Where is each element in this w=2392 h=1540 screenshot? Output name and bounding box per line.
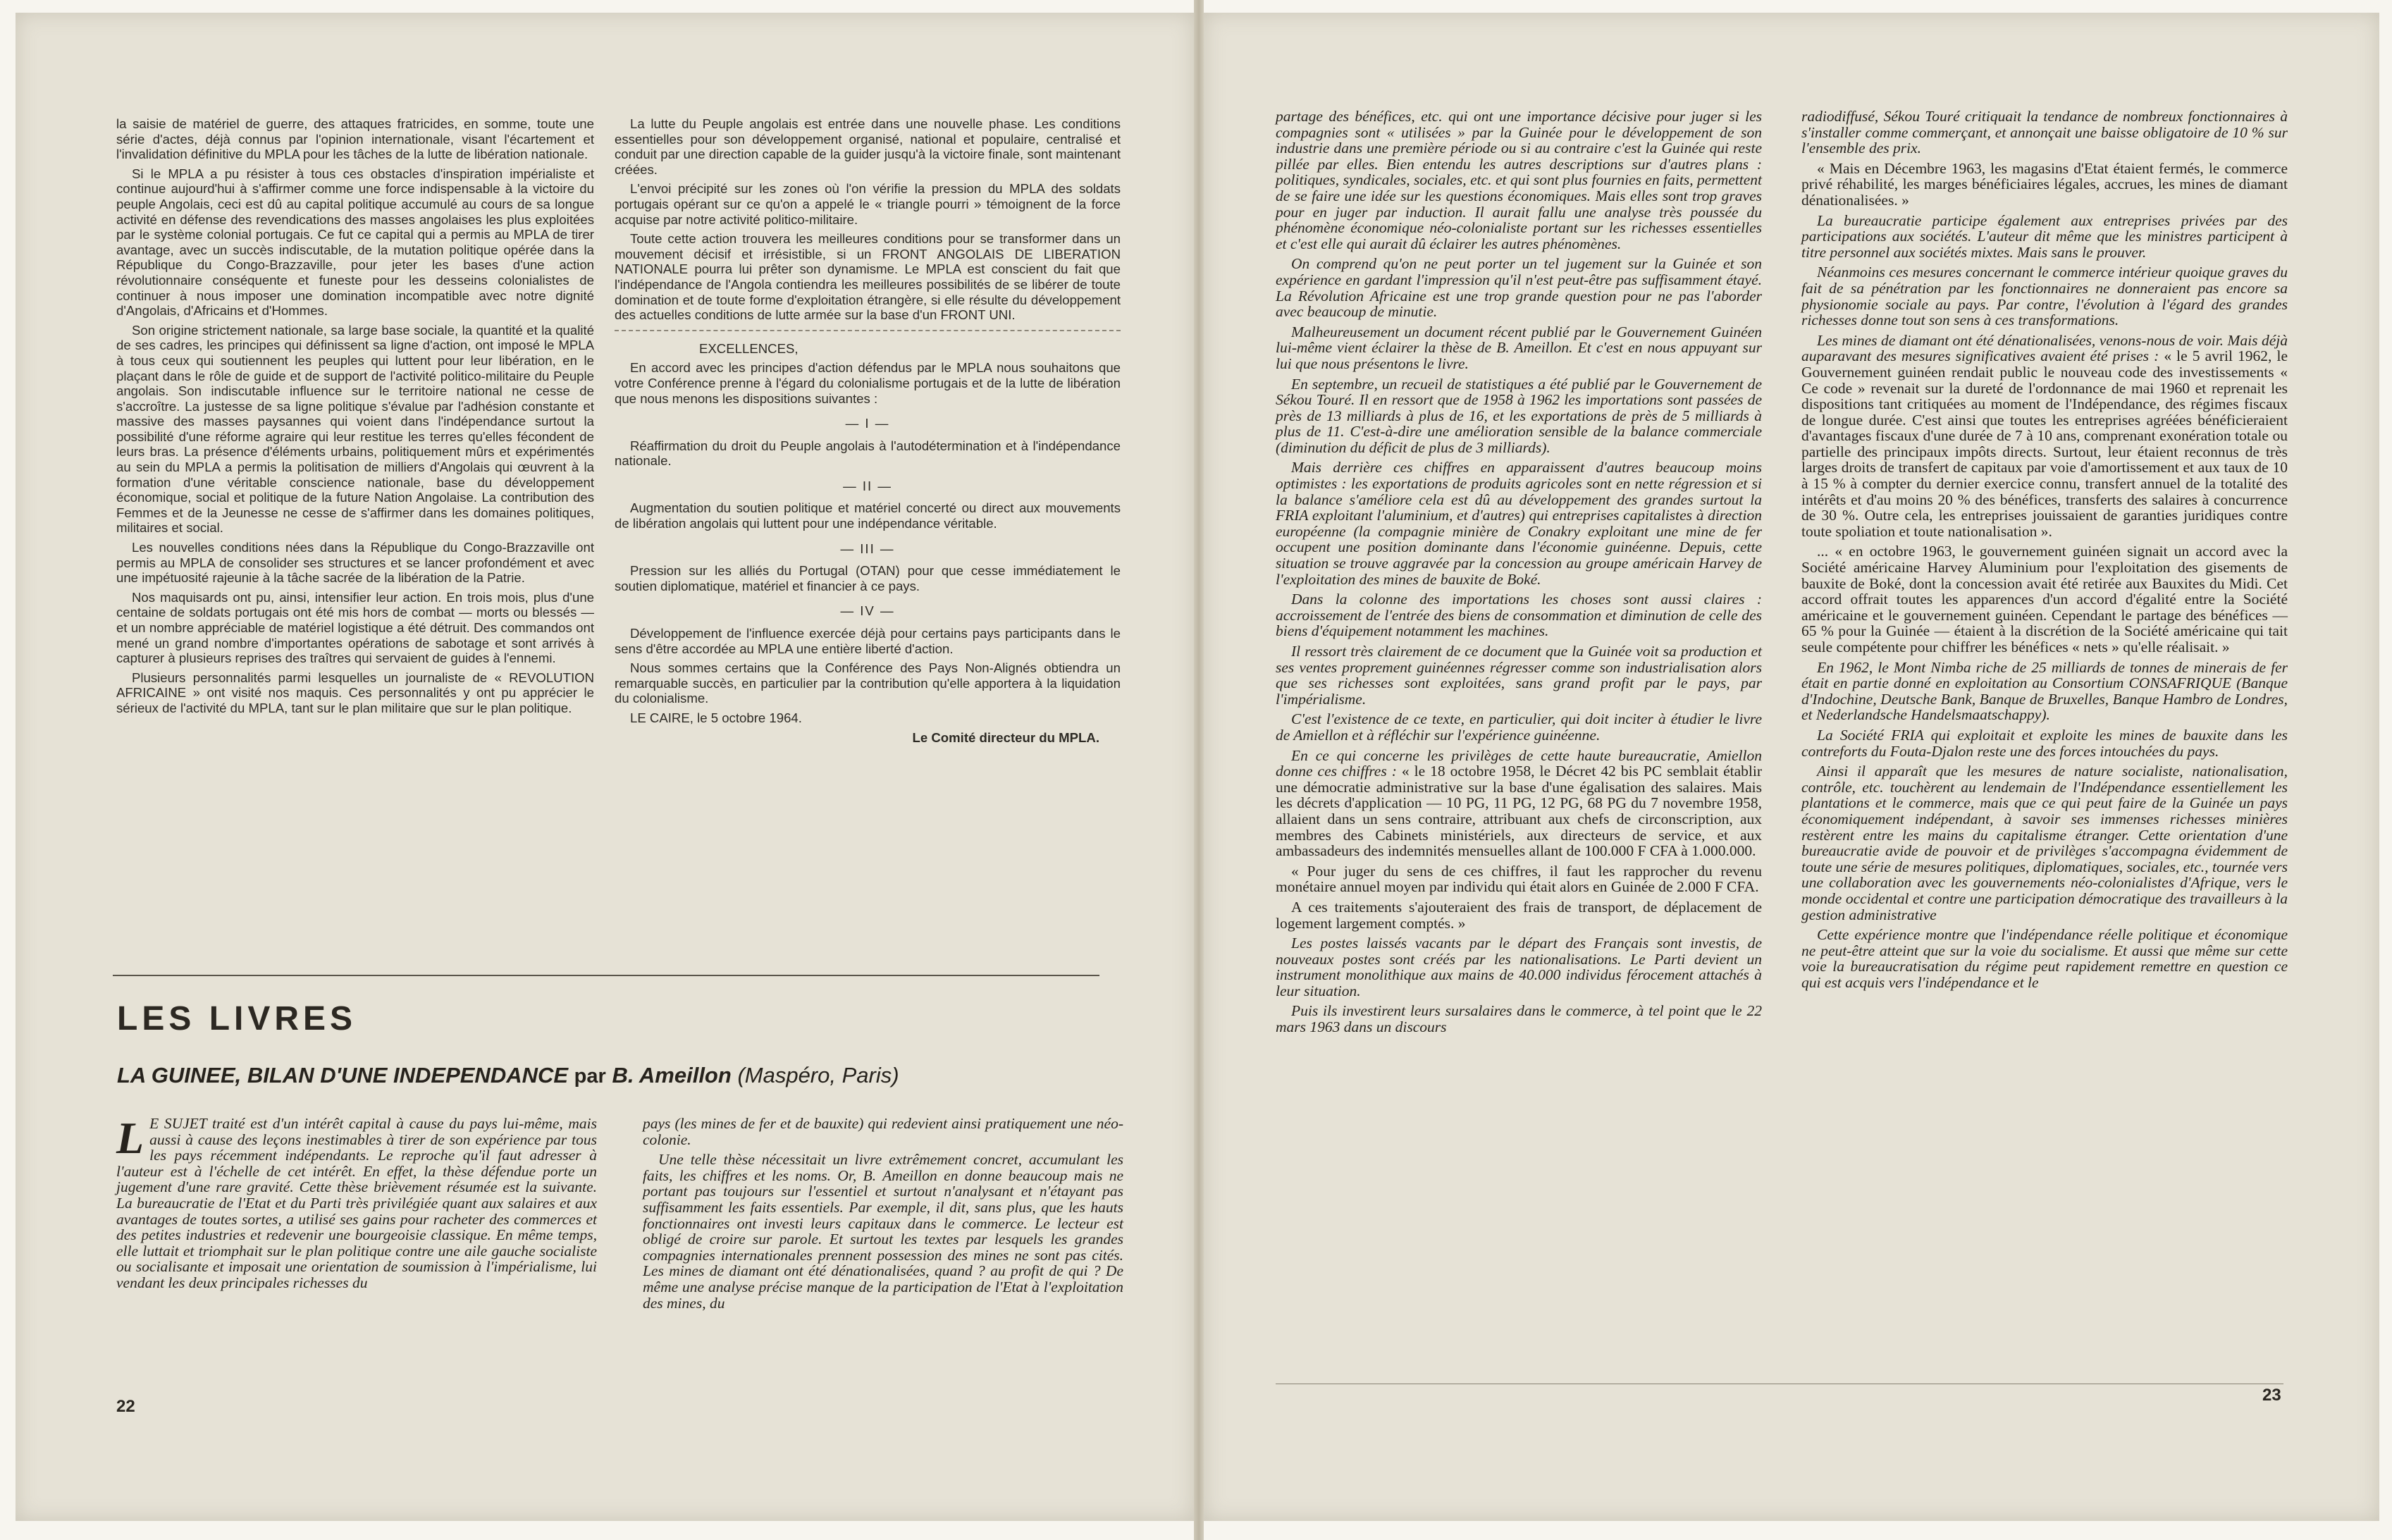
page-number-left: 22 <box>116 1397 135 1416</box>
quoted-text: « le 5 avril 1962, le Gouvernement guinéen rendait public le nouveau code des investissements « Ce code » revenait sur la dureté de l'ordonnance de mai 1960 et reprenait les dispositions tant critiquées au moment de l'Indépendance, des régimes fiscaux de longue durée. C'est ainsi que toutes les entreprises agréées bénéficieraient d'avantages fiscaux d'une durée de 7 à 10 ans, comprenant exonération totale ou partielle des principaux impôts directs. Surtout, leur étaient reconnus de très larges droits de transfert de capitaux par voie d'amortissement et aux taux de 10 à 15 % à compter du dernier exercice connu, transfert annuel de la totalité des intérêts et d'au moins 20 % des bénéfices, transferts des salaires à concurrence de 30 %. Outre cela, les entreprises jouissaient de garanties juridiques contre toute spoliation et toute nationalisation ». <box>1801 347 2288 540</box>
dispositions-list <box>615 416 1121 656</box>
date-line: LE CAIRE, le 5 octobre 1964. <box>630 710 802 725</box>
disposition-text: Développement de l'influence exercée déjà pour certains pays participants dans le sens d'être accordée au MPLA une entière liberté d'action. <box>615 626 1121 656</box>
italic-lead: Les mines de diamant ont été dénationalisées, venons-nous de voir. Mais déjà auparavant des mesures significatives avaient été prises : <box>1801 331 2288 365</box>
review-text: E SUJET traité est d'un intérêt capital à cause du pays lui-même, mais aussi à cause des leçons inestimables à tirer de son expérience par tous les pays récemment indépendants. Le reproche qu'il faut adresser à l'auteur est à l'échelle de cet intérêt. En effet, la thèse défendue porte un jugement d'une rare gravité. Cette thèse brièvement résumée est la suivante. La bureaucratie de l'Etat et du Parti très privilégiée quant aux salaires et aux avantages de toutes sortes, a utilisé ses gains pour racheter des commerces et des petites industries et redevenir une bourgeoisie classique. En même temps, elle luttait et triomphait sur le plan politique contre une aile gauche socialiste ou socialisante et imposait une orientation de soumission à l'impérialisme, lui vendant les deux principales richesses du <box>116 1115 597 1291</box>
signature: Le Comité directeur du MPLA. <box>912 729 1099 745</box>
review-paragraph <box>1276 748 1762 859</box>
excellences-intro: En accord avec les principes d'action défendus par le MPLA nous souhaitons que votre Conférence prenne à l'égard du colonialisme portugais et de la lutte de libération que nous menons les dispositions suivantes : <box>615 360 1121 406</box>
mpla-paragraph: Son origine strictement nationale, sa large base sociale, la quantité et la qualité de ses cadres, les principes qui définissent sa ligne d'action, ont imposé le MPLA à tous ceux qui soutiennent les peuples qui luttent pour leur libération, en le plaçant dans le rôle de guide et de support de l'activité politico-militaire du Peuple angolais. Son indiscutable influence sur le territoire national ne cesse de s'accroître. La justesse de sa ligne politique s'évalue par l'adhésion constante et massive des masses paysannes qui voient dans l'indépendance surtout la possibilité d'une réforme agraire qui leur restitue les terres qu'elles fécondent de leurs bras. La présence d'éléments urbains, politiquement mûrs et expérimentés au sein du MPLA a permis la politisation de milliers d'Angolais qui œuvrent à la formation d'une véritable conscience nationale, base du développement économique, social et politique de la future Nation Angolaise. La contribution des Femmes et de la Jeunesse ne cesse de s'affirmer dans les domaines politiques, militaires et social. <box>116 322 594 536</box>
dashed-divider <box>615 330 1121 331</box>
disposition-number: — IV — <box>840 603 895 619</box>
quoted-text: « le 18 octobre 1958, le Décret 42 bis PC semblait établir une démocratie administrative sur la base d'une égalisation des salaires. Mais les décrets d'application — 10 PG, 11 PG, 12 PG, 68 PG du 7 novembre 1958, allaient dans un sens contraire, attribuant aux chefs de circonscription, aux membres des Cabinets ministériels, aux directeurs de service, et aux ambassadeurs des indemnités mensuelles allant de 100.000 F CFA à 1.000.000. <box>1276 763 1762 860</box>
closing-paragraph: Nous sommes certains que la Conférence des Pays Non-Alignés obtiendra un remarquable succès, en particulier par la contribution qu'elle apportera à la liquidation du colonialisme. <box>615 660 1121 706</box>
review-paragraph <box>116 1113 597 1291</box>
book-author: B. Ameillon <box>612 1063 732 1088</box>
mpla-paragraph: Plusieurs personnalités parmi lesquelles un journaliste de « REVOLUTION AFRICAINE » ont visité nos maquis. Ces personnalités y ont pu apprécier le sérieux de l'activité du MPLA, tant sur le plan militaire que sur le plan politique. <box>116 670 594 715</box>
excellences-heading: EXCELLENCES, <box>699 340 799 356</box>
review-column-4 <box>1801 109 2288 994</box>
book-title: LA GUINEE, BILAN D'UNE INDEPENDANCE <box>117 1063 569 1088</box>
review-paragraph: Mais derrière ces chiffres en apparaissent d'autres beaucoup moins optimistes : les exportations de produits agricoles sont en nette régression et si la balance s'améliore cela est dû au développement des grandes surtout la FRIA exploitant l'aluminium, et d'autres) qui entreprises capitalistes à direction européenne (la compagnie minière de Conakry exploitant une mine de fer occupent une position dominante dans l'économie guinéenne. Depuis, cette situation se trouve aggravée par la concession au groupe américain Harvey de l'exploitation des mines de bauxite de Boké. <box>1276 459 1762 588</box>
review-paragraph <box>1801 333 2288 540</box>
disposition-text: Augmentation du soutien politique et matériel concerté ou direct aux mouvements de libération angolais qui luttent pour une indépendance véritable. <box>615 500 1121 531</box>
section-rule <box>113 975 1099 976</box>
disposition-number: — II — <box>843 478 892 493</box>
review-paragraph: En 1962, le Mont Nimba riche de 25 milliards de tonnes de minerais de fer était en partie donné en exploitation au Consortium CONSAFRIQUE (Banque d'Indochine, Deutsche Bank, Banque de Bruxelles, Banque Hambro de Londres, et Nederlandsche Handelsmaatschappy). <box>1801 658 2288 724</box>
review-paragraph: Ainsi il apparaît que les mesures de nature socialiste, nationalisation, contrôle, etc. touchèrent au lendemain de l'Indépendance essentiellement les plantations et le commerce, mais que ce qui peut faire de la Guinée un pays économiquement indépendant, à savoir ses immenses richesses minières restèrent entre les mains du capitalisme étranger. Cette orientation d'une bureaucratie avide de pouvoir et de privilèges s'accompagna évidemment de toute une série de mesures politiques, diplomatiques, sociales, etc., tournée vers une collaboration avec les gouvernements néo-colonialistes d'Afrique, vers le monde occidental et contre une participation démocratique des travailleurs à la gestion administrative <box>1801 763 2288 923</box>
review-paragraph: ... « en octobre 1963, le gouvernement guinéen signait un accord avec la Société américaine Harvey Aluminium pour l'exploitation des gisements de bauxite de Boké, dont la concession avait été retirée aux Bauxites du Midi. Cet accord offrait toutes les apparences d'un accord d'égalité entre la Société américaine et le gouvernement guinéen. Cependant le partage des bénéfices — 65 % pour la Guinée — étaient à la discrétion de la Société américaine qui tait seule compétente pour chiffrer les bénéfices « nets » qu'elle réalisait. » <box>1801 543 2288 655</box>
review-paragraph: Une telle thèse nécessitait un livre extrêmement concret, accumulant les faits, les chiffres et les noms. Or, B. Ameillon en donne beaucoup mais ne portant pas toujours sur l'essentiel et surtout n'analysant et n'étayant pas suffisamment les faits essentiels. Par exemple, il dit, sans plus, que les hauts fonctionnaires ont investi leurs capitaux dans le commerce. Le lecteur est obligé de croire sur parole. Et surtout les textes par lesquels les grandes compagnies internationales prennent possession des mines ne sont pas cités. Les mines de diamant ont été dénationalisées, quand ? au profit de qui ? De même une analyse précise manque de la participation de l'Etat à l'exploitation des mines, du <box>643 1151 1123 1312</box>
mpla-column-2-body <box>615 116 1121 323</box>
disposition-number: — III — <box>840 541 895 556</box>
mpla-paragraph: Les nouvelles conditions nées dans la République du Congo-Brazzaville ont permis au MPLA de consolider ses structures et se lancer profondément et avec une impétuosité rajeunie à la tâche sacrée de la libération de la Patrie. <box>116 540 594 586</box>
drop-cap: L <box>116 1113 144 1163</box>
mpla-column-2 <box>615 116 1121 749</box>
mpla-paragraph: La lutte du Peuple angolais est entrée dans une nouvelle phase. Les conditions essentielles pour son développement organisé, national et populaire, centralisé et conduit par une direction capable de la guider jusqu'à la victoire finale, sont maintenant créées. <box>615 116 1121 177</box>
review-paragraph: radiodiffusé, Sékou Touré critiquait la tendance de nombreux fonctionnaires à s'installer comme commerçant, et annonçait une baisse obligatoire de 10 % sur l'ensemble des prix. <box>1801 108 2288 157</box>
review-paragraph: Il ressort très clairement de ce document que la Guinée voit sa production et ses ventes proprement guinéennes régresser comme son industrialisation alors que ses richesses sont exploitées, sans grand profit par le pays, par l'impérialisme. <box>1276 643 1762 708</box>
mpla-paragraph: L'envoi précipité sur les zones où l'on vérifie la pression du MPLA des soldats portugais opérant sur ce qu'on a appelé le « triangle pourri » témoignent de la force acquise par notre activité politico-militaire. <box>615 181 1121 227</box>
page-number-right: 23 <box>2262 1386 2281 1405</box>
mpla-paragraph: Si le MPLA a pu résister à tous ces obstacles d'inspiration impérialiste et continue aujourd'hui à s'affirmer comme une force indispensable à la victoire du peuple Angolais, ceci est dû au capital politique accumulé au cours de sa longue activité en défense des revendications des masses angolaises les plus exploitées par le système colonial portugais. Ce fut ce capital qui a permis au MPLA de tirer avantage, avec un succès indiscutable, de la mutation politique opérée dans la République du Congo-Brazzaville, pour jeter les bases d'une action révolutionnaire conséquente et funeste pour les desseins colonialistes de continuer à nous imposer une domination incompatible avec notre dignité d'Angolais, d'Africains et d'Hommes. <box>116 166 594 319</box>
review-paragraph: La bureaucratie participe également aux entreprises privées par des participations aux sociétés. L'auteur dit même que les ministres participent à titre personnel aux sociétés mixtes. Mais sans le prouver. <box>1801 211 2288 261</box>
review-paragraph: Puis ils investirent leurs sursalaires dans le commerce, à tel point que le 22 mars 1963 dans un discours <box>1276 1002 1762 1036</box>
review-paragraph: « Mais en Décembre 1963, les magasins d'Etat étaient fermés, le commerce privé réhabilité, les marges bénéficiaires légales, accrues, les mines de diamant dénationalisées. » <box>1801 159 2288 209</box>
disposition-text: Pression sur les alliés du Portugal (OTAN) pour que cesse immédiatement le soutien diplomatique, matériel et financier à ce pays. <box>615 563 1121 593</box>
mpla-column-1 <box>116 116 594 720</box>
review-paragraph: En septembre, un recueil de statistiques a été publié par le Gouvernement de Sékou Touré. Il en ressort que de 1958 à 1962 les importations sont passées de près de 13 milliards à plus de 16, et les exportations de près de 5 milliards à plus de 11. C'est-à-dire une amélioration sensible de la balance commerciale (diminution du déficit de plus de 3 milliards). <box>1276 375 1762 456</box>
review-paragraph: La Société FRIA qui exploitait et exploite les mines de bauxite dans les contreforts du Fouta-Djalon reste une des forces intouchées du pays. <box>1801 726 2288 760</box>
disposition-text: Réaffirmation du droit du Peuple angolais à l'autodétermination et à l'indépendance nationale. <box>615 438 1121 469</box>
review-paragraph: « Pour juger du sens de ces chiffres, il faut les rapprocher du revenu monétaire annuel moyen par individu qui était alors en Guinée de 2.000 F CFA. <box>1276 862 1762 896</box>
mpla-paragraph: Toute cette action trouvera les meilleures conditions pour se transformer dans un mouvement décisif et irrésistible, si un FRONT ANGOLAIS DE LIBERATION NATIONALE pourra lui prêter son dynamisme. Le MPLA est conscient du fait que l'indépendance de l'Angola contiendra les meilleures possibilités de se libérer de toute domination et de toute forme d'exploitation étrangère, si elle résulte du développement des actuelles conditions de lutte armée sur la base d'un FRONT UNI. <box>615 231 1121 323</box>
page-gutter <box>1194 0 1204 1540</box>
review-paragraph: Les postes laissés vacants par le départ des Français sont investis, de nouveaux postes sont créés par les nationalisations. Le Parti devient un instrument monolithique aux mains de 40.000 individus férocement attachés à leur situation. <box>1276 935 1762 999</box>
review-paragraph: C'est l'existence de ce texte, en particulier, qui doit inciter à étudier le livre de Amiellon et à réfléchir sur l'expérience guinéenne. <box>1276 710 1762 744</box>
italic-lead: En ce qui concerne les privilèges de cette haute bureaucratie, Amiellon donne ces chiffres : <box>1276 746 1762 780</box>
disposition-number: — I — <box>845 416 890 431</box>
section-title: LES LIVRES <box>117 1000 357 1037</box>
review-paragraph: pays (les mines de fer et de bauxite) qui redevient ainsi pratiquement une néo-colonie. <box>643 1115 1123 1148</box>
review-column-2 <box>643 1116 1123 1315</box>
review-paragraph: Dans la colonne des importations les choses sont aussi claires : accroissement de l'entrée des biens de consommation et diminution de celle des biens d'équipement notamment les machines. <box>1276 591 1762 640</box>
review-column-3 <box>1276 109 1762 1040</box>
review-paragraph: A ces traitements s'ajouteraient des frais de transport, de déplacement de logement largement comptés. » <box>1276 898 1762 932</box>
mpla-paragraph: Nos maquisards ont pu, ainsi, intensifier leur action. En trois mois, plus d'une centaine de soldats portugais ont été mis hors de combat — morts ou blessés — et un nombre appréciable de matériel logistique a été détruit. Des commandos ont mené un grand nombre d'importantes opérations de sabotage et sont arrivés à capturer à plusieurs reprises des traîtres qui servaient de guides à l'ennemi. <box>116 589 594 666</box>
review-paragraph: On comprend qu'on ne peut porter un tel jugement sur la Guinée et son expérience en gardant l'impression qu'il n'est peut-être pas suffisamment étayé. La Révolution Africaine est une trop grande question pour ne pas l'aborder avec beaucoup de minutie. <box>1276 255 1762 321</box>
book-publisher: (Maspéro, Paris) <box>737 1063 899 1088</box>
review-paragraph: partage des bénéfices, etc. qui ont une importance décisive pour juger si les compagnies sont « utilisées » par la Guinée pour le développement de son industrie dans une première période ou si au contraire c'est la Guinée qui reste pillée par elles. Bien entendu les autres descriptions sur d'autres plans : politiques, syndicales, sociales, etc. et qui sont plus fournies en faits, permettent de se faire une idée sur les questions économiques. Mais elles sont trop graves pour en juger par induction. Il aurait fallu une analyse très poussée du phénomène économique néo-colonialiste portant sur les richesses essentielles et c'est elle qui aurait dû éclairer les autres phénomènes. <box>1276 108 1762 252</box>
review-paragraph: Malheureusement un document récent publié par le Gouvernement Guinéen lui-même vient éclairer la thèse de B. Ameillon. Et c'est en nous appuyant sur lui que nous présentons le livre. <box>1276 323 1762 372</box>
review-column-1 <box>116 1113 597 1295</box>
review-paragraph: Cette expérience montre que l'indépendance réelle politique et économique ne peut-être atteint que sur la voie du socialisme. Et aussi que même sur cette voie la bureaucratisation du régime peut rapidement remettre en question ce qui est acquis vers l'indépendance et le <box>1801 926 2288 991</box>
book-by: par <box>574 1065 606 1088</box>
book-title-line <box>117 1063 899 1088</box>
review-paragraph: Néanmoins ces mesures concernant le commerce intérieur quoique graves du fait de sa pénétration par les fonctionnaires ne donneraient pas encore sa physionomie sociale au pays. Par contre, l'évolution à l'égard des grandes richesses donne tout son sens à ces transformations. <box>1801 264 2288 329</box>
mpla-paragraph: la saisie de matériel de guerre, des attaques fratricides, en somme, toute une série d'actes, déjà connus par l'opinion internationale, visant l'écartement et l'invalidation définitive du MPLA pour les tâches de la lutte de libération nationale. <box>116 116 594 162</box>
